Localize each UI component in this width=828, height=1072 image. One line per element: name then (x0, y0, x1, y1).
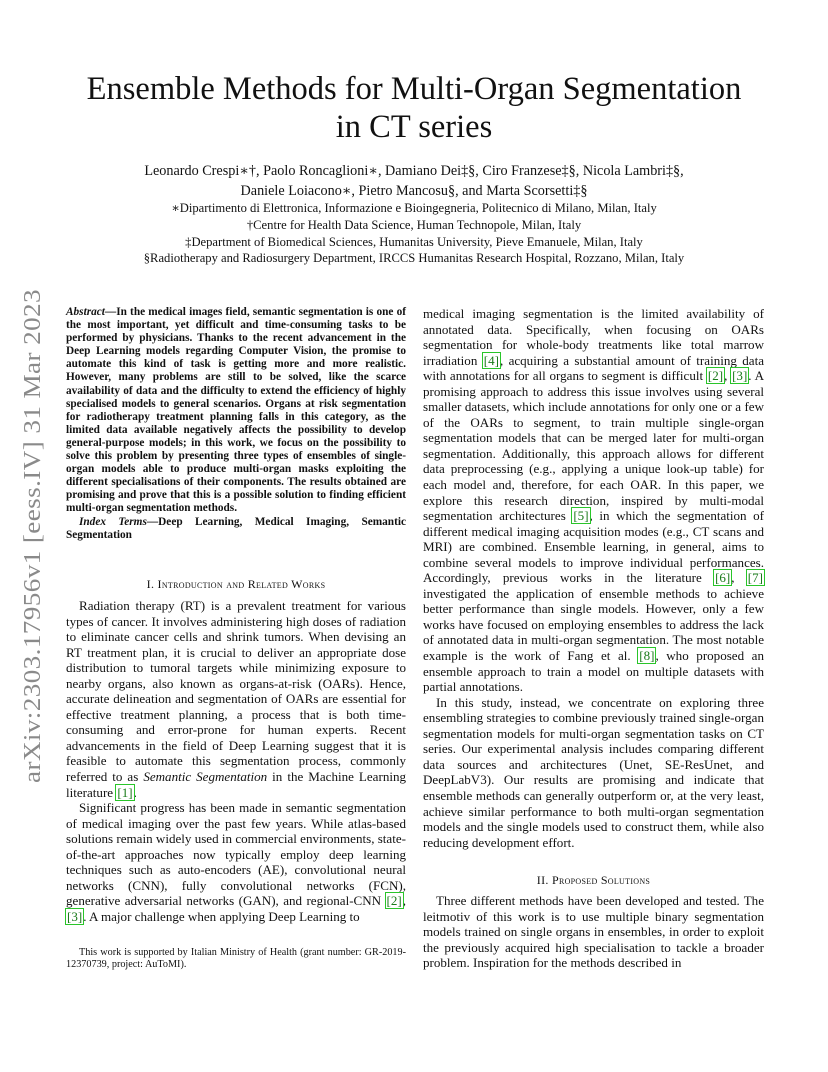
affiliation-2: †Centre for Health Data Science, Human Technopole, Milan, Italy (246, 217, 582, 232)
right-column-body (423, 306, 764, 850)
citation-link[interactable]: [7] (747, 570, 763, 586)
text-run: in the Machine Learning literature (66, 769, 407, 800)
text-run: , in which the segmentation of different medical imaging acquisition modes (e.g., CT scans and MRI) are combined. Ensemble learning, in general, aims to combine several models to improve individual performances. Accordingly, previous works in the literature (423, 508, 764, 586)
text-run: , (724, 368, 732, 384)
affiliation-3: ‡Department of Biomedical Sciences, Humanitas University, Pieve Emanuele, Milan, Italy (185, 234, 643, 249)
intro-paragraph-1 (66, 598, 406, 800)
affiliation-1: ∗Dipartimento di Elettronica, Informazione e Bioingegneria, Politecnico di Milano, Milan, Italy (171, 201, 657, 215)
text-run: Significant progress has been made in semantic segmentation of medical imaging over the past few years. While atlas-based solutions remain widely used in commercial environments, state-of-the-art approaches now typically employ deep learning techniques such as auto-encoders (AE), convolutional neural networks (CNN), fully convolutional networks (FCN), generative adversarial networks (GAN), and regional-CNN (66, 800, 406, 909)
intro-paragraph-2 (66, 800, 406, 924)
title-line-2: in CT series (335, 109, 493, 145)
proposed-paragraph-1: Three different methods have been developed and tested. The leitmotiv of this work is to use multiple binary segmentation models trained on single organs in ensembles, in order to exploit the previously acquired high specialisation to tackle a broader problem. Inspiration for the methods described in (423, 893, 764, 971)
proposed-solutions-body (423, 893, 764, 971)
paper-title (60, 70, 768, 146)
abstract-text: —In the medical images field, semantic segmentation is one of the most important, yet difficult and time-consuming tasks to be performed by physicians. Thanks to the recent advancement in the Deep Learning models regarding Computer Vision, the promise to automate this kind of task is getting more and more realistic. However, many problems are still to be solved, like the scarce availability of data and the difficulty to extend the efficiency of highly specialised models to general scenarios. Organs at risk segmentation for radiotherapy treatment planning falls in this category, as the limited data available negatively affects the possibility to develop general-purpose models; in this work, we focus on the possibility to solve this problem by presenting three types of ensembles of single-organ models able to produce multi-organ masks exploiting the different specialisations of their components. The results obtained are promising and prove that this is a possible solution to finding efficient multi-organ segmentation methods. (66, 306, 406, 515)
citation-link[interactable]: [5] (573, 508, 589, 524)
index-terms (66, 516, 406, 542)
authors-line-1: Leonardo Crespi∗†, Paolo Roncaglioni∗, Damiano Dei‡§, Ciro Franzese‡§, Nicola Lambri‡§, (144, 163, 684, 179)
left-column-body (66, 598, 406, 924)
abstract-block (66, 306, 406, 542)
index-terms-label: Index Terms (79, 515, 147, 528)
title-line-1: Ensemble Methods for Multi-Organ Segmentation (86, 71, 742, 107)
section-heading-proposed-solutions: II. Proposed Solutions (536, 873, 651, 887)
citation-link[interactable]: [2] (386, 893, 402, 909)
abstract-label: Abstract (66, 306, 105, 318)
arxiv-stamp-text: arXiv:2303.17956v1 [eess.IV] 31 Mar 2023 (20, 346, 46, 783)
text-run: . A promising approach to address this issue involves using several smaller datasets, which include annotations for only one or a few of the OARs to segment, to train multiple single-organ segmentation models that can be merged later for multi-organ segmentation. Additionally, this approach allows for different data preprocessing (e.g., applying a unique look-up table) for each model and, therefore, for each OAR. In this paper, we explore this research direction, inspired by multi-modal segmentation architectures (423, 368, 764, 524)
citation-link[interactable]: [8] (639, 648, 655, 664)
intro-paragraph-continued (423, 306, 764, 695)
citation-link[interactable]: [2] (707, 368, 724, 384)
citation-link[interactable]: [1] (117, 784, 133, 800)
index-terms-text: —Deep Learning, Medical Imaging, Semantic Segmentation (66, 515, 406, 541)
citation-link[interactable]: [6] (715, 570, 731, 586)
abstract-paragraph (66, 306, 406, 516)
citation-link[interactable]: [3] (732, 368, 748, 384)
footnote-text: This work is supported by Italian Ministry of Health (grant number: GR-2019-12370739, project: AuToMI). (66, 947, 406, 971)
section-heading-introduction: I. Introduction and Related Works (146, 577, 326, 591)
citation-link[interactable]: [3] (67, 908, 83, 924)
text-run: , who proposed an ensemble approach to train a model on multiple datasets with partial annotations. (423, 648, 765, 695)
text-run: , (402, 893, 406, 909)
citation-link[interactable]: [4] (483, 352, 499, 368)
affiliations (80, 200, 748, 267)
text-run: , (731, 570, 747, 586)
text-run: . (133, 784, 137, 800)
authors-line-2: Daniele Loiacono∗, Pietro Mancosu§, and Marta Scorsetti‡§ (240, 183, 588, 199)
text-run: , acquiring a substantial amount of training data with annotations for all organs to segment is difficult (423, 352, 764, 384)
emphasized-term: Semantic Segmentation (143, 769, 268, 785)
intro-paragraph-study: In this study, instead, we concentrate on exploring three ensembling strategies to combine previously trained single-organ segmentation models for multi-organ segmentation tasks on CT series. Our experimental analysis includes comparing different data sources and architectures (Unet, SE-ResUnet, and DeepLabV3). Our results are promising and indicate that ensemble methods can generally outperform or, at the very least, achieve similar performance to both multi-organ segmentation models and the single models used to construct them, while also reducing development effort. (423, 694, 764, 850)
author-list (90, 161, 738, 201)
text-run: medical imaging segmentation is the limited availability of annotated data. Specifically, when focusing on OARs segmentation for whole-body treatments like total marrow irradiation (423, 306, 764, 368)
text-run: investigated the application of ensemble methods to achieve better performance than single models. However, only a few works have focused on employing ensembles to address the lack of annotated data in multi-organ segmentation. The most notable example is the work of Fang et al. (423, 585, 764, 664)
funding-footnote (66, 947, 406, 972)
text-run: . A major challenge when applying Deep Learning to (83, 908, 360, 924)
arxiv-identifier-stamp (10, 283, 50, 783)
text-run: Radiation therapy (RT) is a prevalent treatment for various types of cancer. It involves administering high doses of radiation to eliminate cancer cells and shrink tumors. When devising an RT treatment plan, it is crucial to deliver an appropriate dose distribution to tumoral targets while minimizing exposure to nearby organs, also known as organs-at-risk (OARs). Hence, accurate delineation and segmentation of OARs are essential for effective treatment planning, a process that is both time-consuming and error-prone for human experts. Recent advancements in the field of Deep Learning suggest that it is feasible to automate this segmentation process, commonly referred to as (66, 598, 406, 785)
affiliation-4: §Radiotherapy and Radiosurgery Department, IRCCS Humanitas Research Hospital, Rozzano, Milan, Italy (143, 251, 685, 266)
